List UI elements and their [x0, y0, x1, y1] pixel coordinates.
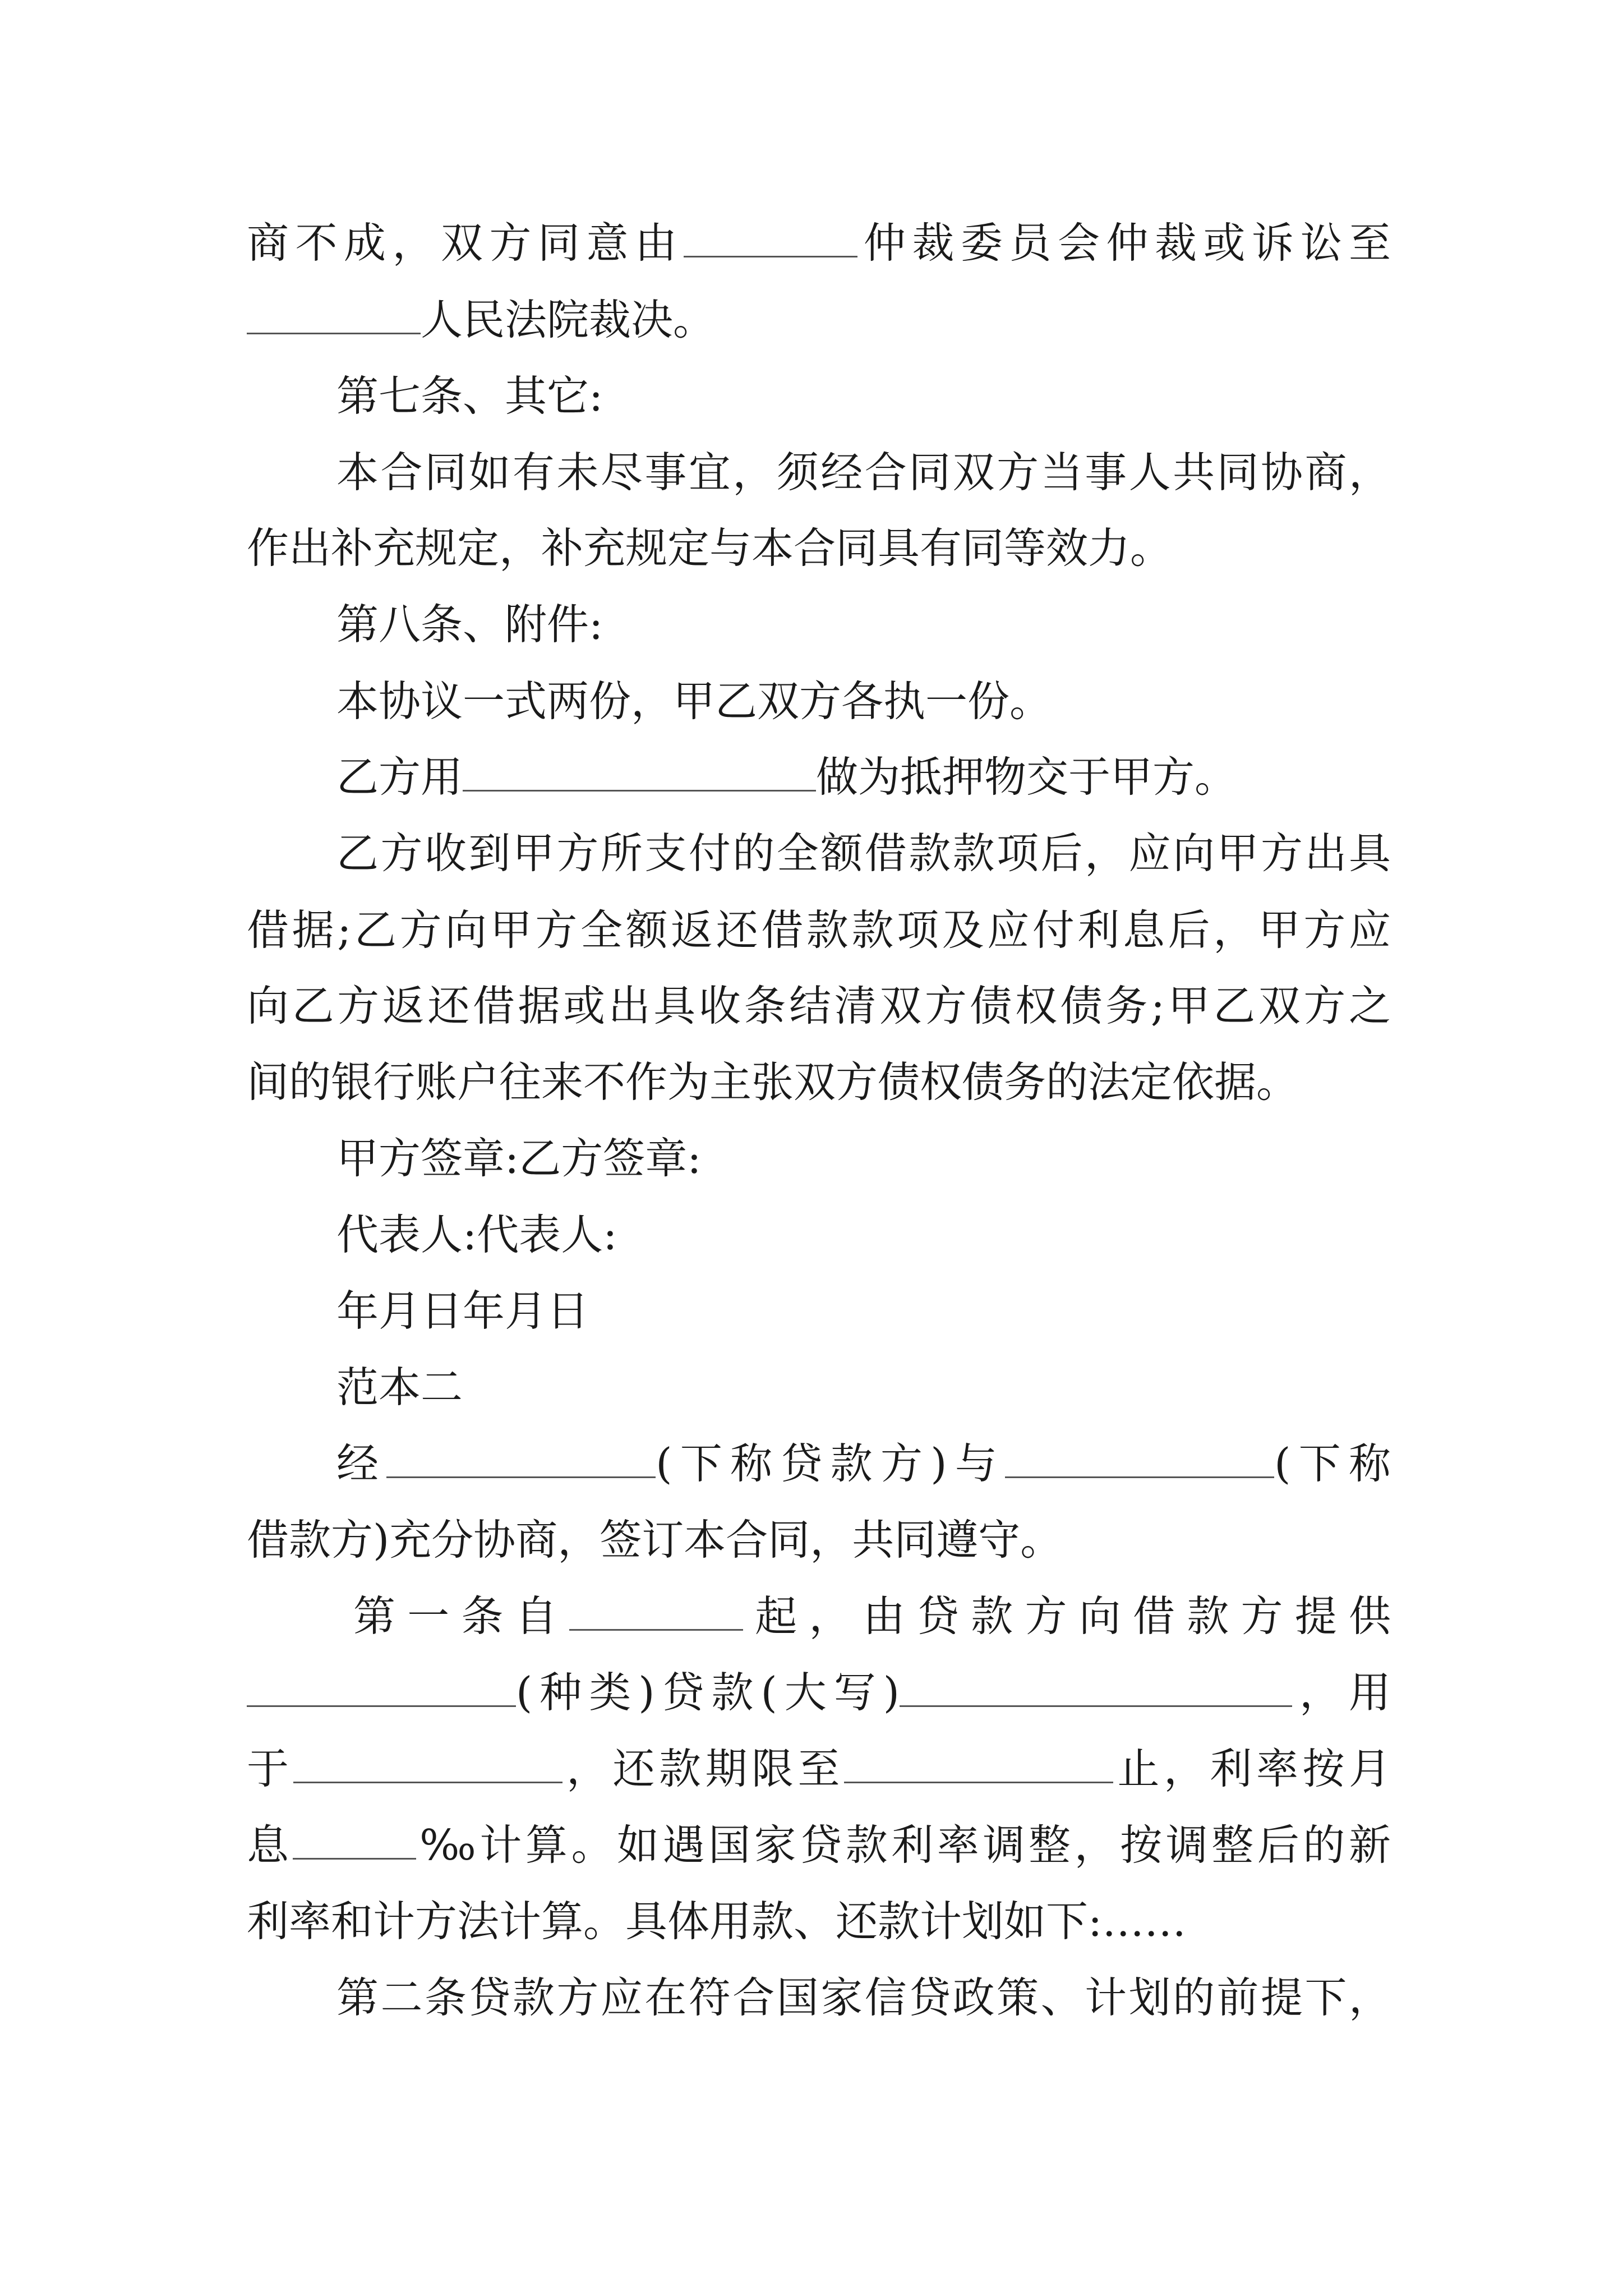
blank-line [844, 1745, 1113, 1783]
text-segment: 于 [247, 1744, 293, 1793]
blank-line [293, 1745, 562, 1783]
text-line [247, 289, 1391, 351]
blank-line [386, 1439, 656, 1478]
text-line [353, 1585, 1391, 1647]
text-line: 本合同如有未尽事宜，须经合同双方当事人共同协商， [336, 448, 1391, 497]
text-segment: ，用 [1292, 1668, 1391, 1717]
text-line [247, 1738, 1391, 1800]
text-line [247, 212, 1391, 274]
text-segment: 商不成，双方同意由 [247, 218, 684, 268]
text-segment: (下称贷款方)与 [656, 1439, 1006, 1488]
text-line: 间的银行账户往来不作为主张双方债权债务的法定依据。 [247, 1057, 1299, 1107]
text-segment: (种类)贷款(大写) [516, 1668, 900, 1717]
blank-line [247, 296, 421, 334]
text-line: 作出补充规定，补充规定与本合同具有同等效力。 [247, 523, 1173, 573]
text-segment: 仲裁委员会仲裁或诉讼至 [857, 218, 1391, 268]
text-segment: 起，由贷款方向借款方提供 [743, 1591, 1391, 1641]
text-segment: 做为抵押物交于甲方。 [816, 752, 1237, 802]
template-title: 范本二 [336, 1363, 463, 1412]
section-heading: 第八条、附件: [336, 600, 603, 649]
blank-line [1005, 1439, 1274, 1478]
text-line [336, 1433, 1391, 1494]
text-line: 第二条贷款方应在符合国家信贷政策、计划的前提下， [336, 1973, 1391, 2022]
text-segment: ，还款期限至 [562, 1744, 844, 1793]
text-line [247, 1814, 1391, 1876]
text-line: 利率和计方法计算。具体用款、还款计划如下:…… [247, 1897, 1187, 1946]
blank-line [247, 1668, 516, 1707]
text-segment: 乙方用 [336, 752, 463, 802]
blank-line [463, 753, 816, 792]
text-line: 乙方收到甲方所支付的全额借款款项后，应向甲方出具 [336, 829, 1391, 878]
section-heading: 第七条、其它: [336, 371, 603, 421]
blank-line [293, 1821, 416, 1860]
text-line [336, 746, 1391, 808]
signature-label: 甲方签章:乙方签章: [336, 1134, 702, 1183]
text-segment: 息 [247, 1820, 293, 1870]
text-line: 借据;乙方向甲方全额返还借款款项及应付利息后，甲方应 [247, 905, 1391, 955]
text-segment: 止，利率按月 [1113, 1744, 1391, 1793]
text-line [247, 1662, 1391, 1723]
text-line: 借款方)充分协商，签订本合同，共同遵守。 [247, 1515, 1063, 1565]
text-line: 本协议一式两份，甲乙双方各执一份。 [336, 677, 1052, 726]
text-segment: 第一条自 [353, 1591, 569, 1641]
date-label: 年月日年月日 [336, 1286, 589, 1336]
text-line: 向乙方返还借据或出具收条结清双方债权债务;甲乙双方之 [247, 981, 1391, 1030]
blank-line [569, 1592, 743, 1631]
text-segment: ‰计算。如遇国家贷款利率调整，按调整后的新 [416, 1820, 1391, 1870]
blank-line [684, 219, 857, 257]
representative-label: 代表人:代表人: [336, 1210, 617, 1259]
text-segment: (下称 [1274, 1439, 1391, 1488]
text-segment: 人民法院裁决。 [421, 295, 716, 344]
text-segment: 经 [336, 1439, 387, 1488]
blank-line [900, 1668, 1292, 1707]
